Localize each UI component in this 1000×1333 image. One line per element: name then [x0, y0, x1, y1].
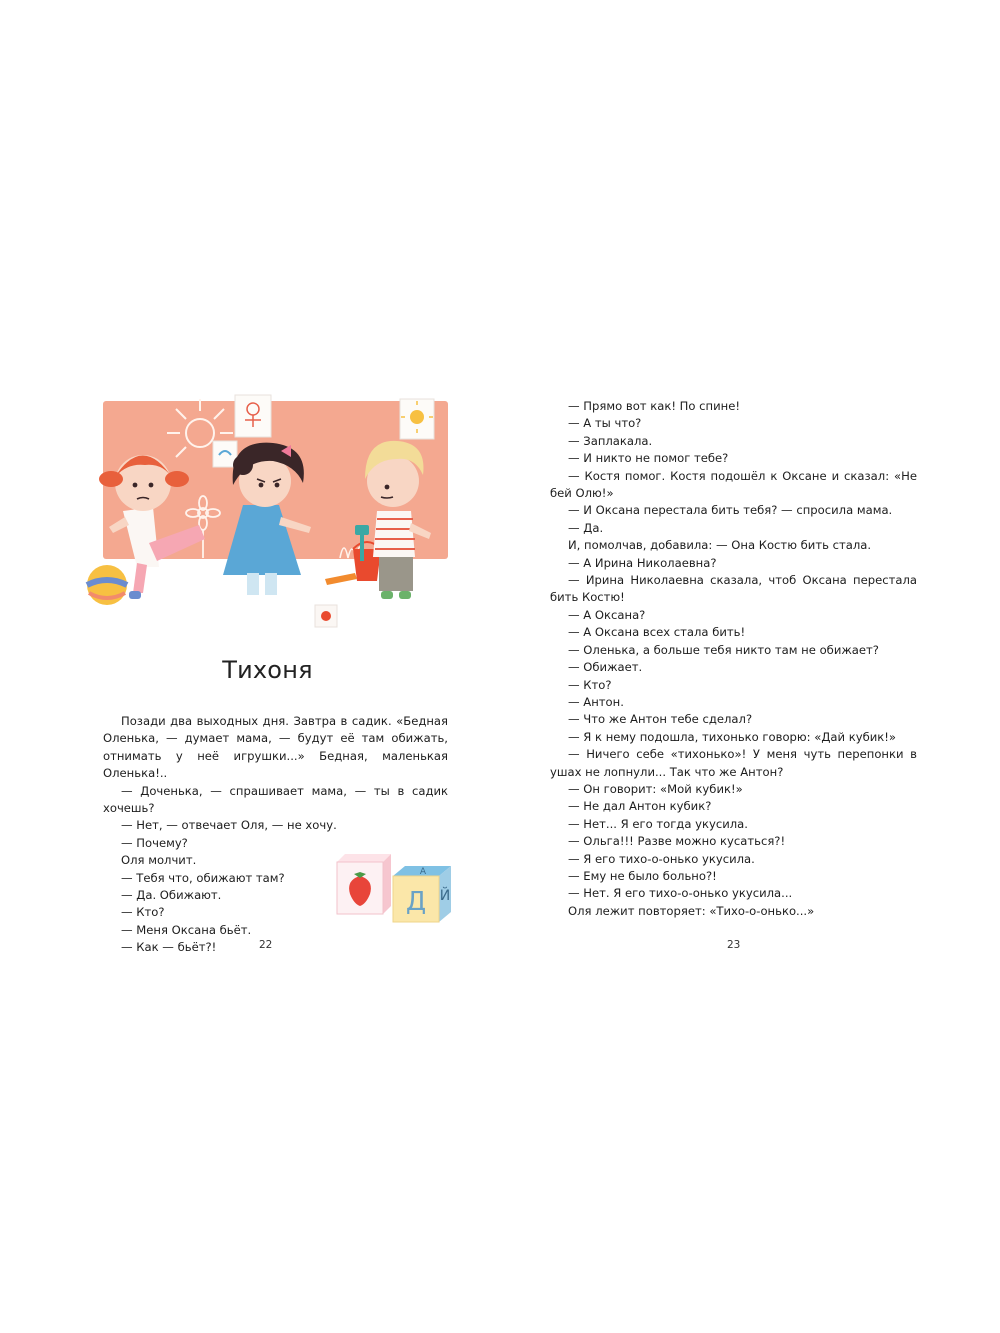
paragraph: Позади два выходных дня. Завтра в садик. «Бедная Оленька, — думает мама, — будут её там обижать, отнимать у неё игрушки...» Бедная, маленькая Оленька!.. [103, 714, 448, 781]
wall-drawing-girl [235, 395, 271, 437]
paragraph: — Ольга!!! Разве можно кусаться?! [568, 834, 786, 849]
wall-drawing-sun [400, 399, 434, 439]
paragraph: — Кто? [121, 905, 165, 920]
paragraph: — Я к нему подошла, тихонько говорю: «Дай кубик!» [568, 729, 897, 744]
small-block [315, 605, 337, 627]
right-page [500, 0, 1000, 1333]
paragraph: — Я его тихо-о-онько укусила. [568, 851, 755, 866]
paragraph: Оля молчит. [121, 853, 197, 868]
paragraph: — Меня Оксана бьёт. [121, 922, 252, 937]
paragraph: — Да. [568, 520, 604, 535]
paragraph: — А Оксана всех стала бить! [568, 625, 746, 640]
paragraph: — Он говорит: «Мой кубик!» [568, 781, 743, 796]
ball [87, 565, 127, 605]
paragraph: — Обижает. [568, 660, 643, 675]
paragraph: — И никто не помог тебе? [568, 451, 729, 466]
paragraph: — А ты что? [568, 416, 642, 431]
chapter-title: Тихоня [222, 656, 313, 684]
paragraph: — Почему? [121, 835, 188, 850]
paragraph: — Заплакала. [568, 433, 653, 448]
paragraph: — Не дал Антон кубик? [568, 799, 712, 814]
paragraph: — Антон. [568, 694, 624, 709]
paragraph: — И Оксана перестала бить тебя? — спросила мама. [568, 503, 893, 518]
paragraph: — Кто? [568, 677, 612, 692]
paragraph: — Что же Антон тебе сделал? [568, 712, 753, 727]
paragraph: — Прямо вот как! По спине! [568, 399, 741, 413]
toy-blocks-svg [333, 852, 455, 924]
paragraph: — Да. Обижают. [121, 888, 222, 903]
paragraph: — Нет... Я его тогда укусила. [568, 816, 748, 831]
paragraph: И, помолчав, добавила: — Она Костю бить стала. [568, 538, 872, 553]
toy-blocks-illustration [333, 852, 455, 924]
right-page-text [550, 398, 917, 920]
paragraph: — Как — бьёт?! [121, 940, 217, 955]
paragraph: — Доченька, — спрашивает мама, — ты в садик хочешь? [103, 783, 448, 816]
paragraph: — А Оксана? [568, 607, 646, 622]
letter-block [393, 866, 451, 922]
kindergarten-illustration [85, 393, 460, 638]
paragraph: — Оленька, а больше тебя никто там не обижает? [568, 642, 879, 657]
paragraph: — Ирина Николаевна сказала, чтоб Оксана перестала бить Костю! [550, 573, 917, 605]
paragraph: — А Ирина Николаевна? [568, 555, 717, 570]
block-letter-top: А [419, 867, 427, 877]
block-letter-front: Д [405, 887, 427, 917]
page-number-right: 23 [727, 939, 741, 951]
block-letter-side: Й [439, 888, 451, 904]
page-number-left: 22 [259, 939, 273, 951]
strawberry-block [337, 854, 391, 914]
paragraph: — Тебя что, обижают там? [121, 870, 285, 885]
paragraph: — Ничего себе «тихонько»! У меня чуть перепонки в ушах не лопнули... Так что же Антон? [550, 747, 917, 779]
illustration-svg [85, 393, 460, 638]
paragraph: — Нет, — отвечает Оля, — не хочу. [121, 818, 337, 833]
paragraph: Оля лежит повторяет: «Тихо-о-онько...» [568, 903, 815, 918]
paragraph: — Ему не было больно?! [568, 868, 717, 883]
paragraph: — Нет. Я его тихо-о-онько укусила... [568, 886, 793, 901]
paragraph: — Костя помог. Костя подошёл к Оксане и сказал: «Не бей Олю!» [550, 468, 917, 501]
